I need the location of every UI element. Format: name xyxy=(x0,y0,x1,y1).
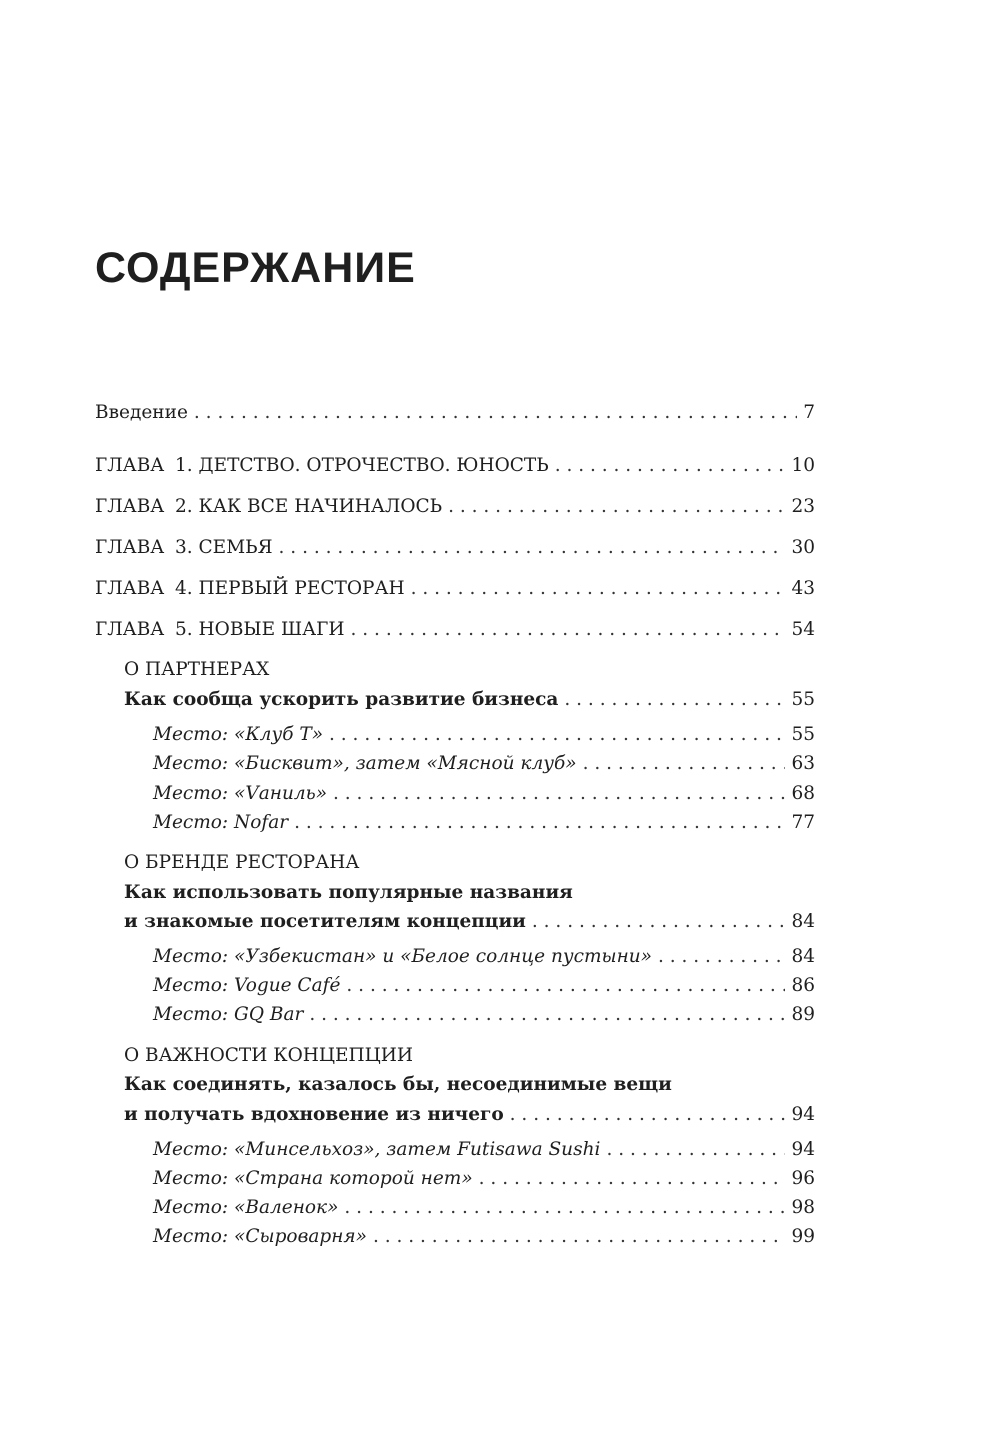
dot-leader xyxy=(411,575,786,603)
dot-leader xyxy=(309,1001,785,1029)
place-label: Место: Vogue Café xyxy=(153,975,341,996)
toc-page-number: 94 xyxy=(791,1104,815,1125)
toc-entry-place[interactable] xyxy=(153,972,815,1000)
toc-entry-place[interactable] xyxy=(153,1194,815,1222)
toc-entry-subtitle[interactable] xyxy=(124,908,815,936)
dot-leader xyxy=(510,1101,786,1129)
dot-leader xyxy=(351,616,786,644)
place-label: Место: «Бисквит», затем «Мясной клуб» xyxy=(153,753,577,774)
toc-page-number: 77 xyxy=(791,812,815,833)
place-label: Место: Nofar xyxy=(153,812,289,833)
dot-leader xyxy=(194,399,797,427)
toc-entry-place[interactable] xyxy=(153,1223,815,1251)
place-label: Место: «Клуб Т» xyxy=(153,724,324,745)
toc-page-number: 84 xyxy=(791,911,815,932)
place-label: Место: «Валенок» xyxy=(153,1197,339,1218)
toc-entry-chapter-4[interactable] xyxy=(95,575,815,603)
place-label: Место: «Минсельхоз», затем Futisawa Sushi xyxy=(153,1139,601,1160)
toc-page-number: 96 xyxy=(791,1168,815,1189)
dot-leader xyxy=(532,908,786,936)
dot-leader xyxy=(279,534,786,562)
chapter-prefix: ГЛАВА xyxy=(95,537,165,558)
toc-entry-place[interactable] xyxy=(153,1001,815,1029)
page-title: СОДЕРЖАНИЕ xyxy=(95,244,416,292)
toc-entry-chapter-5[interactable] xyxy=(95,616,815,644)
toc-page-number: 94 xyxy=(791,1139,815,1160)
place-label: Место: «Vаниль» xyxy=(153,783,328,804)
dot-leader xyxy=(658,943,785,971)
toc-entry-chapter-3[interactable] xyxy=(95,534,815,562)
toc-page-number: 86 xyxy=(791,975,815,996)
toc-page-number: 89 xyxy=(791,1004,815,1025)
toc-page-number: 55 xyxy=(791,724,815,745)
dot-leader xyxy=(294,809,785,837)
toc-entry-place[interactable] xyxy=(153,1136,815,1164)
dot-leader xyxy=(373,1223,785,1251)
toc-entry-place[interactable] xyxy=(153,780,815,808)
dot-leader xyxy=(555,452,786,480)
subtitle-text: Как использовать популярные названия xyxy=(124,882,573,903)
toc-page-number: 68 xyxy=(791,783,815,804)
toc-page-number: 99 xyxy=(791,1226,815,1247)
toc-page-number: 10 xyxy=(791,455,815,476)
toc-page-number: 63 xyxy=(791,753,815,774)
dot-leader xyxy=(564,686,785,714)
toc-page-number: 43 xyxy=(791,578,815,599)
dot-leader xyxy=(329,721,785,749)
subtitle-text: Как соединять, казалось бы, несоединимые вещи xyxy=(124,1074,672,1095)
chapter-title: 3. СЕМЬЯ xyxy=(175,537,273,558)
dot-leader xyxy=(333,780,785,808)
toc-page-number: 54 xyxy=(791,619,815,640)
toc-entry-label: Введение xyxy=(95,402,188,423)
place-label: Место: «Узбекистан» и «Белое солнце пустыни» xyxy=(153,946,652,967)
toc-entry-chapter-2[interactable] xyxy=(95,493,815,521)
subtitle-text: Как сообща ускорить развитие бизнеса xyxy=(124,689,559,710)
chapter-prefix: ГЛАВА xyxy=(95,619,165,640)
dot-leader xyxy=(344,1194,785,1222)
chapter-prefix: ГЛАВА xyxy=(95,496,165,517)
toc-entry-place[interactable] xyxy=(153,943,815,971)
dot-leader xyxy=(479,1165,786,1193)
toc-entry-place[interactable] xyxy=(153,750,815,778)
chapter-prefix: ГЛАВА xyxy=(95,455,165,476)
place-label: Место: «Сыроварня» xyxy=(153,1226,367,1247)
place-label: Место: GQ Bar xyxy=(153,1004,304,1025)
toc-entry-place[interactable] xyxy=(153,721,815,749)
chapter-title: 4. ПЕРВЫЙ РЕСТОРАН xyxy=(175,578,405,599)
toc-page-number: 7 xyxy=(803,402,815,423)
section-heading: О БРЕНДЕ РЕСТОРАНА xyxy=(124,852,360,873)
toc-entry-chapter-1[interactable] xyxy=(95,452,815,480)
toc-page-number: 55 xyxy=(791,689,815,710)
chapter-title: 2. КАК ВСЕ НАЧИНАЛОСЬ xyxy=(175,496,443,517)
chapter-title: 5. НОВЫЕ ШАГИ xyxy=(175,619,345,640)
place-label: Место: «Страна которой нет» xyxy=(153,1168,473,1189)
toc-page-number: 98 xyxy=(791,1197,815,1218)
toc-entry-intro[interactable] xyxy=(95,399,815,427)
dot-leader xyxy=(346,972,785,1000)
toc-entry-place[interactable] xyxy=(153,1165,815,1193)
subtitle-text: и получать вдохновение из ничего xyxy=(124,1104,504,1125)
toc-entry-subtitle[interactable] xyxy=(124,1101,815,1129)
section-heading: О ПАРТНЕРАХ xyxy=(124,659,270,680)
dot-leader xyxy=(583,750,786,778)
toc-page-number: 23 xyxy=(791,496,815,517)
section-heading: О ВАЖНОСТИ КОНЦЕПЦИИ xyxy=(124,1045,414,1066)
chapter-title: 1. ДЕТСТВО. ОТРОЧЕСТВО. ЮНОСТЬ xyxy=(175,455,549,476)
dot-leader xyxy=(606,1136,785,1164)
chapter-prefix: ГЛАВА xyxy=(95,578,165,599)
toc-page-number: 84 xyxy=(791,946,815,967)
subtitle-text: и знакомые посетителям концепции xyxy=(124,911,526,932)
toc-entry-place[interactable] xyxy=(153,809,815,837)
dot-leader xyxy=(448,493,785,521)
toc-page-number: 30 xyxy=(791,537,815,558)
toc-entry-subtitle[interactable] xyxy=(124,686,815,714)
